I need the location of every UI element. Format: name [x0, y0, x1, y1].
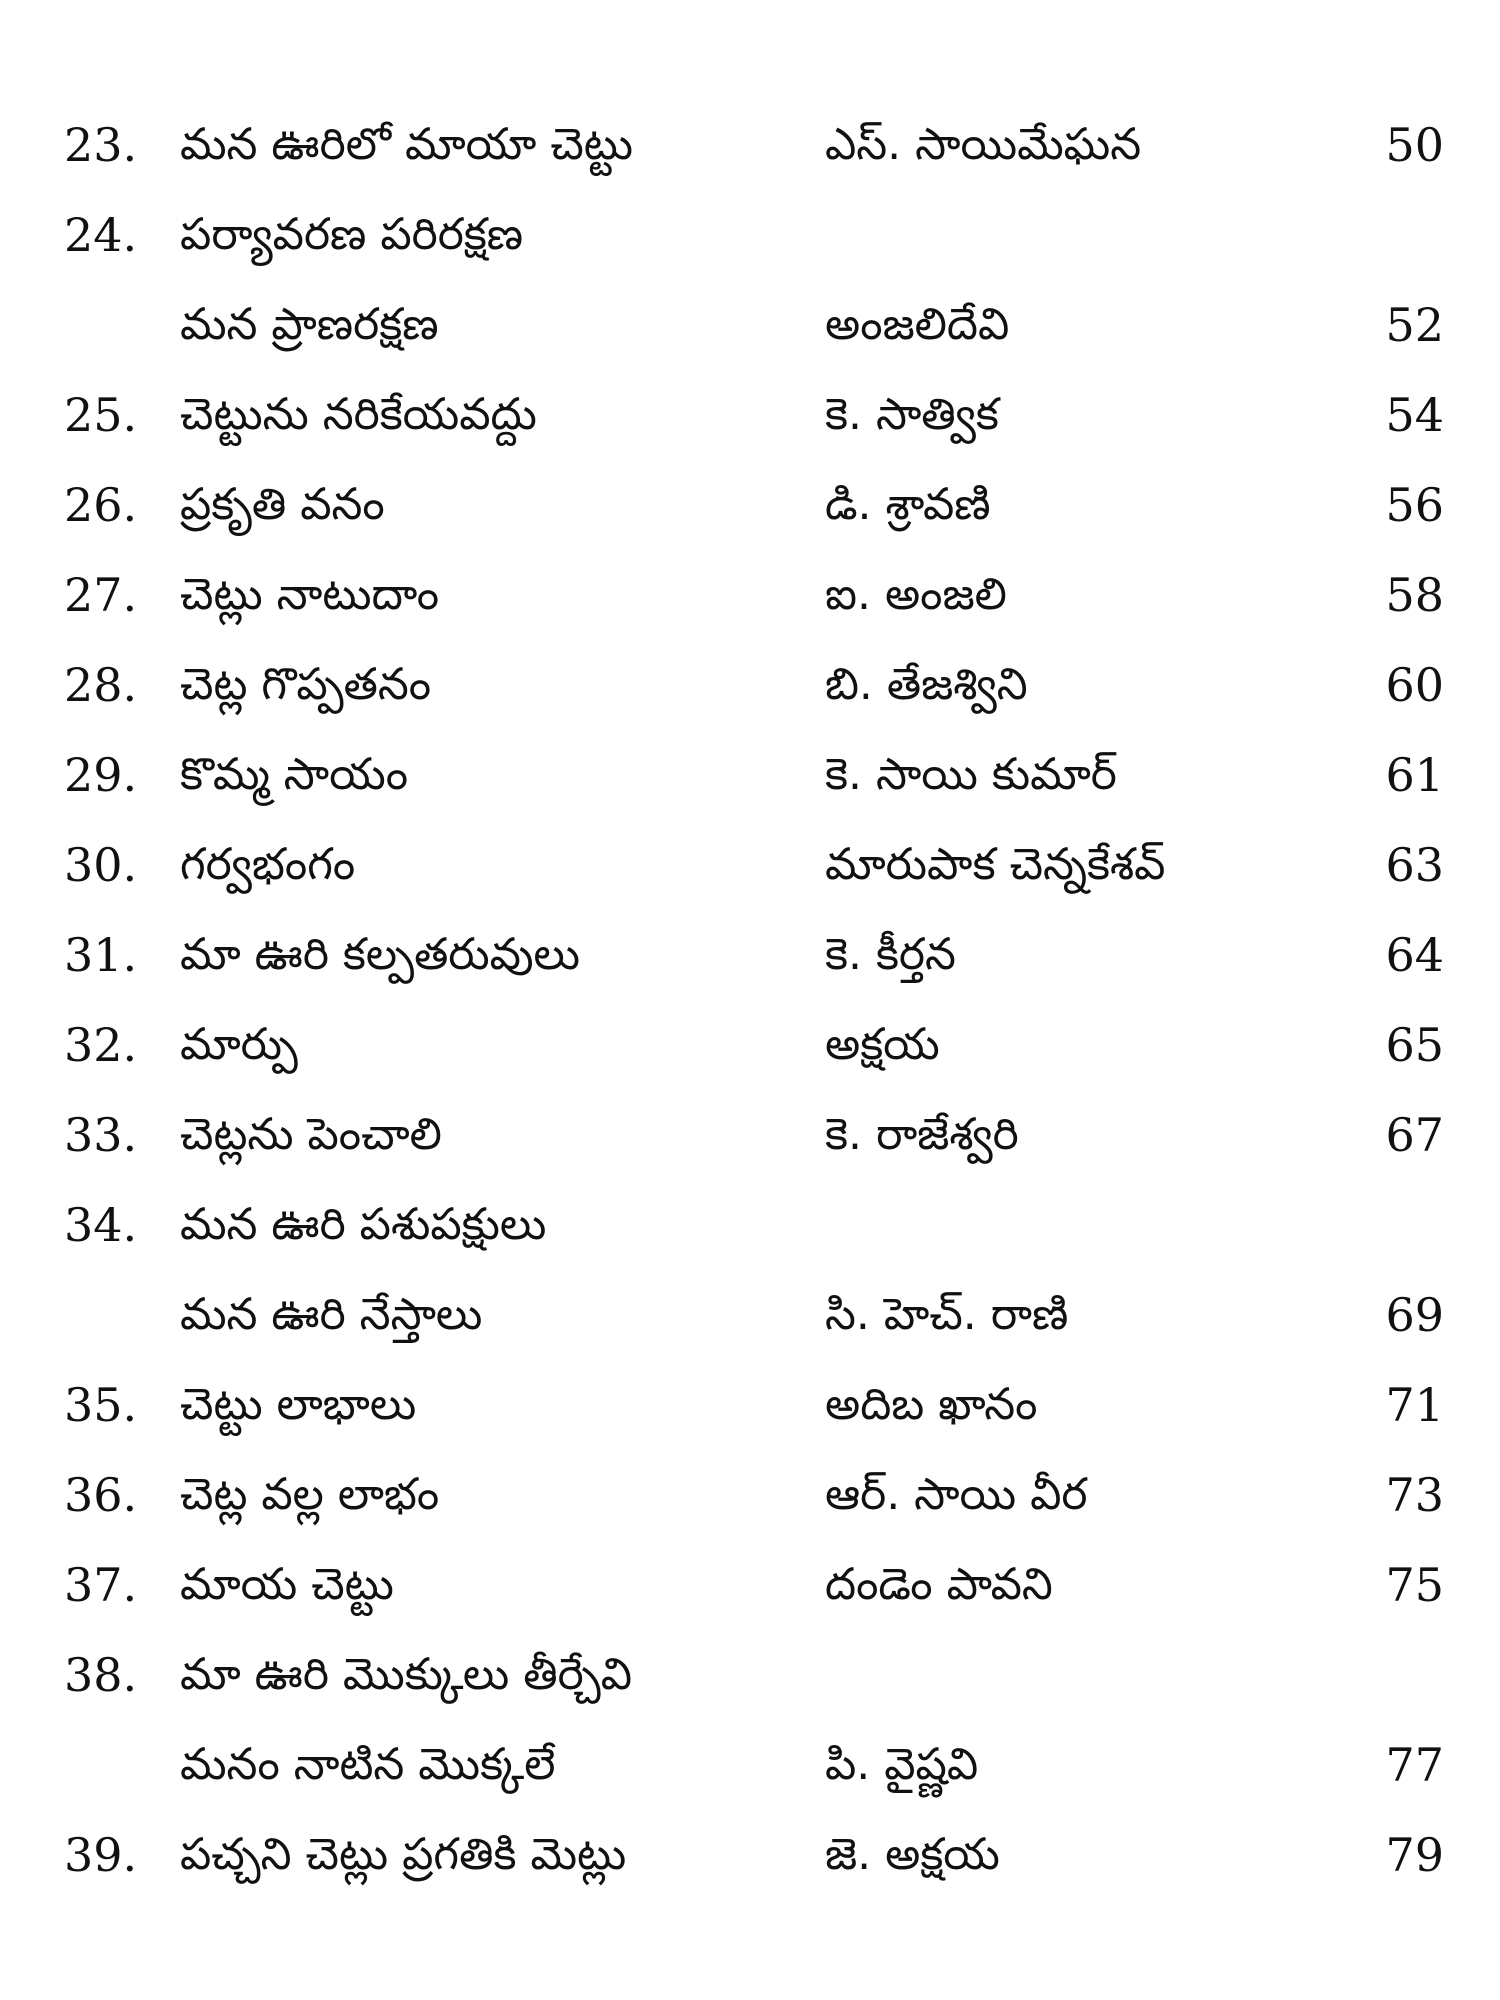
entry-number: 32.	[64, 1018, 138, 1072]
entry-title: మన ఊరి నేస్తాలు	[180, 1289, 483, 1340]
entry-title: గర్వభంగం	[180, 839, 356, 890]
entry-author: కె. రాజేశ్వరి	[825, 1109, 1019, 1160]
entry-title: పచ్చని చెట్లు ప్రగతికి మెట్లు	[180, 1829, 627, 1880]
entry-page-number: 67	[1385, 1108, 1444, 1162]
entry-title: మన ఊరిలో మాయా చెట్టు	[180, 119, 633, 170]
entry-page-number: 71	[1385, 1378, 1444, 1432]
entry-title: మాయ చెట్టు	[180, 1559, 394, 1610]
table-of-contents	[0, 100, 1500, 1900]
entry-author: పి. వైష్ణవి	[825, 1739, 979, 1790]
entry-title: పర్యావరణ పరిరక్షణ	[180, 209, 524, 260]
toc-row	[0, 1180, 1500, 1270]
entry-author: సి. హెచ్. రాణి	[825, 1289, 1069, 1340]
entry-page-number: 73	[1385, 1468, 1444, 1522]
entry-page-number: 61	[1385, 748, 1444, 802]
entry-number: 29.	[64, 748, 138, 802]
entry-title: మనం నాటిన మొక్కలే	[180, 1739, 556, 1790]
toc-row	[0, 1450, 1500, 1540]
toc-row	[0, 370, 1500, 460]
toc-row	[0, 1000, 1500, 1090]
entry-author: ఐ. అంజలి	[825, 569, 1007, 620]
entry-author: కె. సాయి కుమార్	[825, 749, 1117, 800]
entry-number: 38.	[64, 1648, 138, 1702]
entry-number: 35.	[64, 1378, 138, 1432]
entry-number: 25.	[64, 388, 138, 442]
entry-author: మారుపాక చెన్నకేశవ్	[825, 839, 1166, 890]
entry-title: చెట్ల వల్ల లాభం	[180, 1469, 440, 1520]
entry-title: చెట్టు లాభాలు	[180, 1379, 417, 1430]
entry-title: మన ఊరి పశుపక్షులు	[180, 1199, 547, 1250]
entry-number: 28.	[64, 658, 138, 712]
entry-title: మార్పు	[180, 1019, 298, 1070]
entry-author: డి. శ్రావణి	[825, 479, 991, 530]
toc-row	[0, 1270, 1500, 1360]
entry-author: బి. తేజశ్విని	[825, 659, 1028, 710]
entry-title: మా ఊరి కల్పతరువులు	[180, 929, 580, 980]
toc-row	[0, 460, 1500, 550]
entry-number: 39.	[64, 1828, 138, 1882]
entry-page-number: 58	[1385, 568, 1444, 622]
entry-page-number: 64	[1385, 928, 1444, 982]
toc-row	[0, 1360, 1500, 1450]
entry-author: అక్షయ	[825, 1019, 940, 1070]
entry-page-number: 65	[1385, 1018, 1444, 1072]
entry-page-number: 69	[1385, 1288, 1444, 1342]
toc-row	[0, 1810, 1500, 1900]
entry-number: 30.	[64, 838, 138, 892]
entry-author: దండెం పావని	[825, 1559, 1053, 1610]
entry-title: చెట్ల గొప్పతనం	[180, 659, 432, 710]
entry-number: 31.	[64, 928, 138, 982]
entry-number: 27.	[64, 568, 138, 622]
entry-page-number: 63	[1385, 838, 1444, 892]
entry-number: 36.	[64, 1468, 138, 1522]
entry-author: కె. కీర్తన	[825, 929, 956, 980]
entry-author: అంజలిదేవి	[825, 299, 1010, 350]
toc-row	[0, 1090, 1500, 1180]
entry-title: కొమ్మ సాయం	[180, 749, 409, 800]
toc-row	[0, 100, 1500, 190]
entry-page-number: 60	[1385, 658, 1444, 712]
toc-row	[0, 820, 1500, 910]
entry-number: 26.	[64, 478, 138, 532]
toc-row	[0, 190, 1500, 280]
entry-title: ప్రకృతి వనం	[180, 479, 385, 530]
toc-row	[0, 1630, 1500, 1720]
entry-page-number: 54	[1385, 388, 1444, 442]
entry-number: 37.	[64, 1558, 138, 1612]
entry-author: అదిబ ఖానం	[825, 1379, 1038, 1430]
entry-author: కె. సాత్విక	[825, 389, 999, 440]
entry-page-number: 79	[1385, 1828, 1444, 1882]
entry-title: మన ప్రాణరక్షణ	[180, 299, 439, 350]
entry-author: ఆర్. సాయి వీర	[825, 1469, 1088, 1520]
entry-title: మా ఊరి మొక్కులు తీర్చేవి	[180, 1649, 632, 1700]
entry-title: చెట్టును నరికేయవద్దు	[180, 389, 537, 440]
entry-page-number: 75	[1385, 1558, 1444, 1612]
entry-number: 24.	[64, 208, 138, 262]
entry-number: 34.	[64, 1198, 138, 1252]
toc-row	[0, 910, 1500, 1000]
entry-title: చెట్లు నాటుదాం	[180, 569, 440, 620]
entry-page-number: 52	[1385, 298, 1444, 352]
toc-row	[0, 640, 1500, 730]
toc-row	[0, 550, 1500, 640]
toc-row	[0, 730, 1500, 820]
toc-row	[0, 1540, 1500, 1630]
entry-page-number: 50	[1385, 118, 1444, 172]
entry-author: ఎస్. సాయిమేఘన	[825, 119, 1142, 170]
entry-number: 33.	[64, 1108, 138, 1162]
toc-row	[0, 280, 1500, 370]
entry-page-number: 77	[1385, 1738, 1444, 1792]
entry-title: చెట్లను పెంచాలి	[180, 1109, 442, 1160]
toc-row	[0, 1720, 1500, 1810]
entry-number: 23.	[64, 118, 138, 172]
entry-page-number: 56	[1385, 478, 1444, 532]
entry-author: జె. అక్షయ	[825, 1829, 1000, 1880]
